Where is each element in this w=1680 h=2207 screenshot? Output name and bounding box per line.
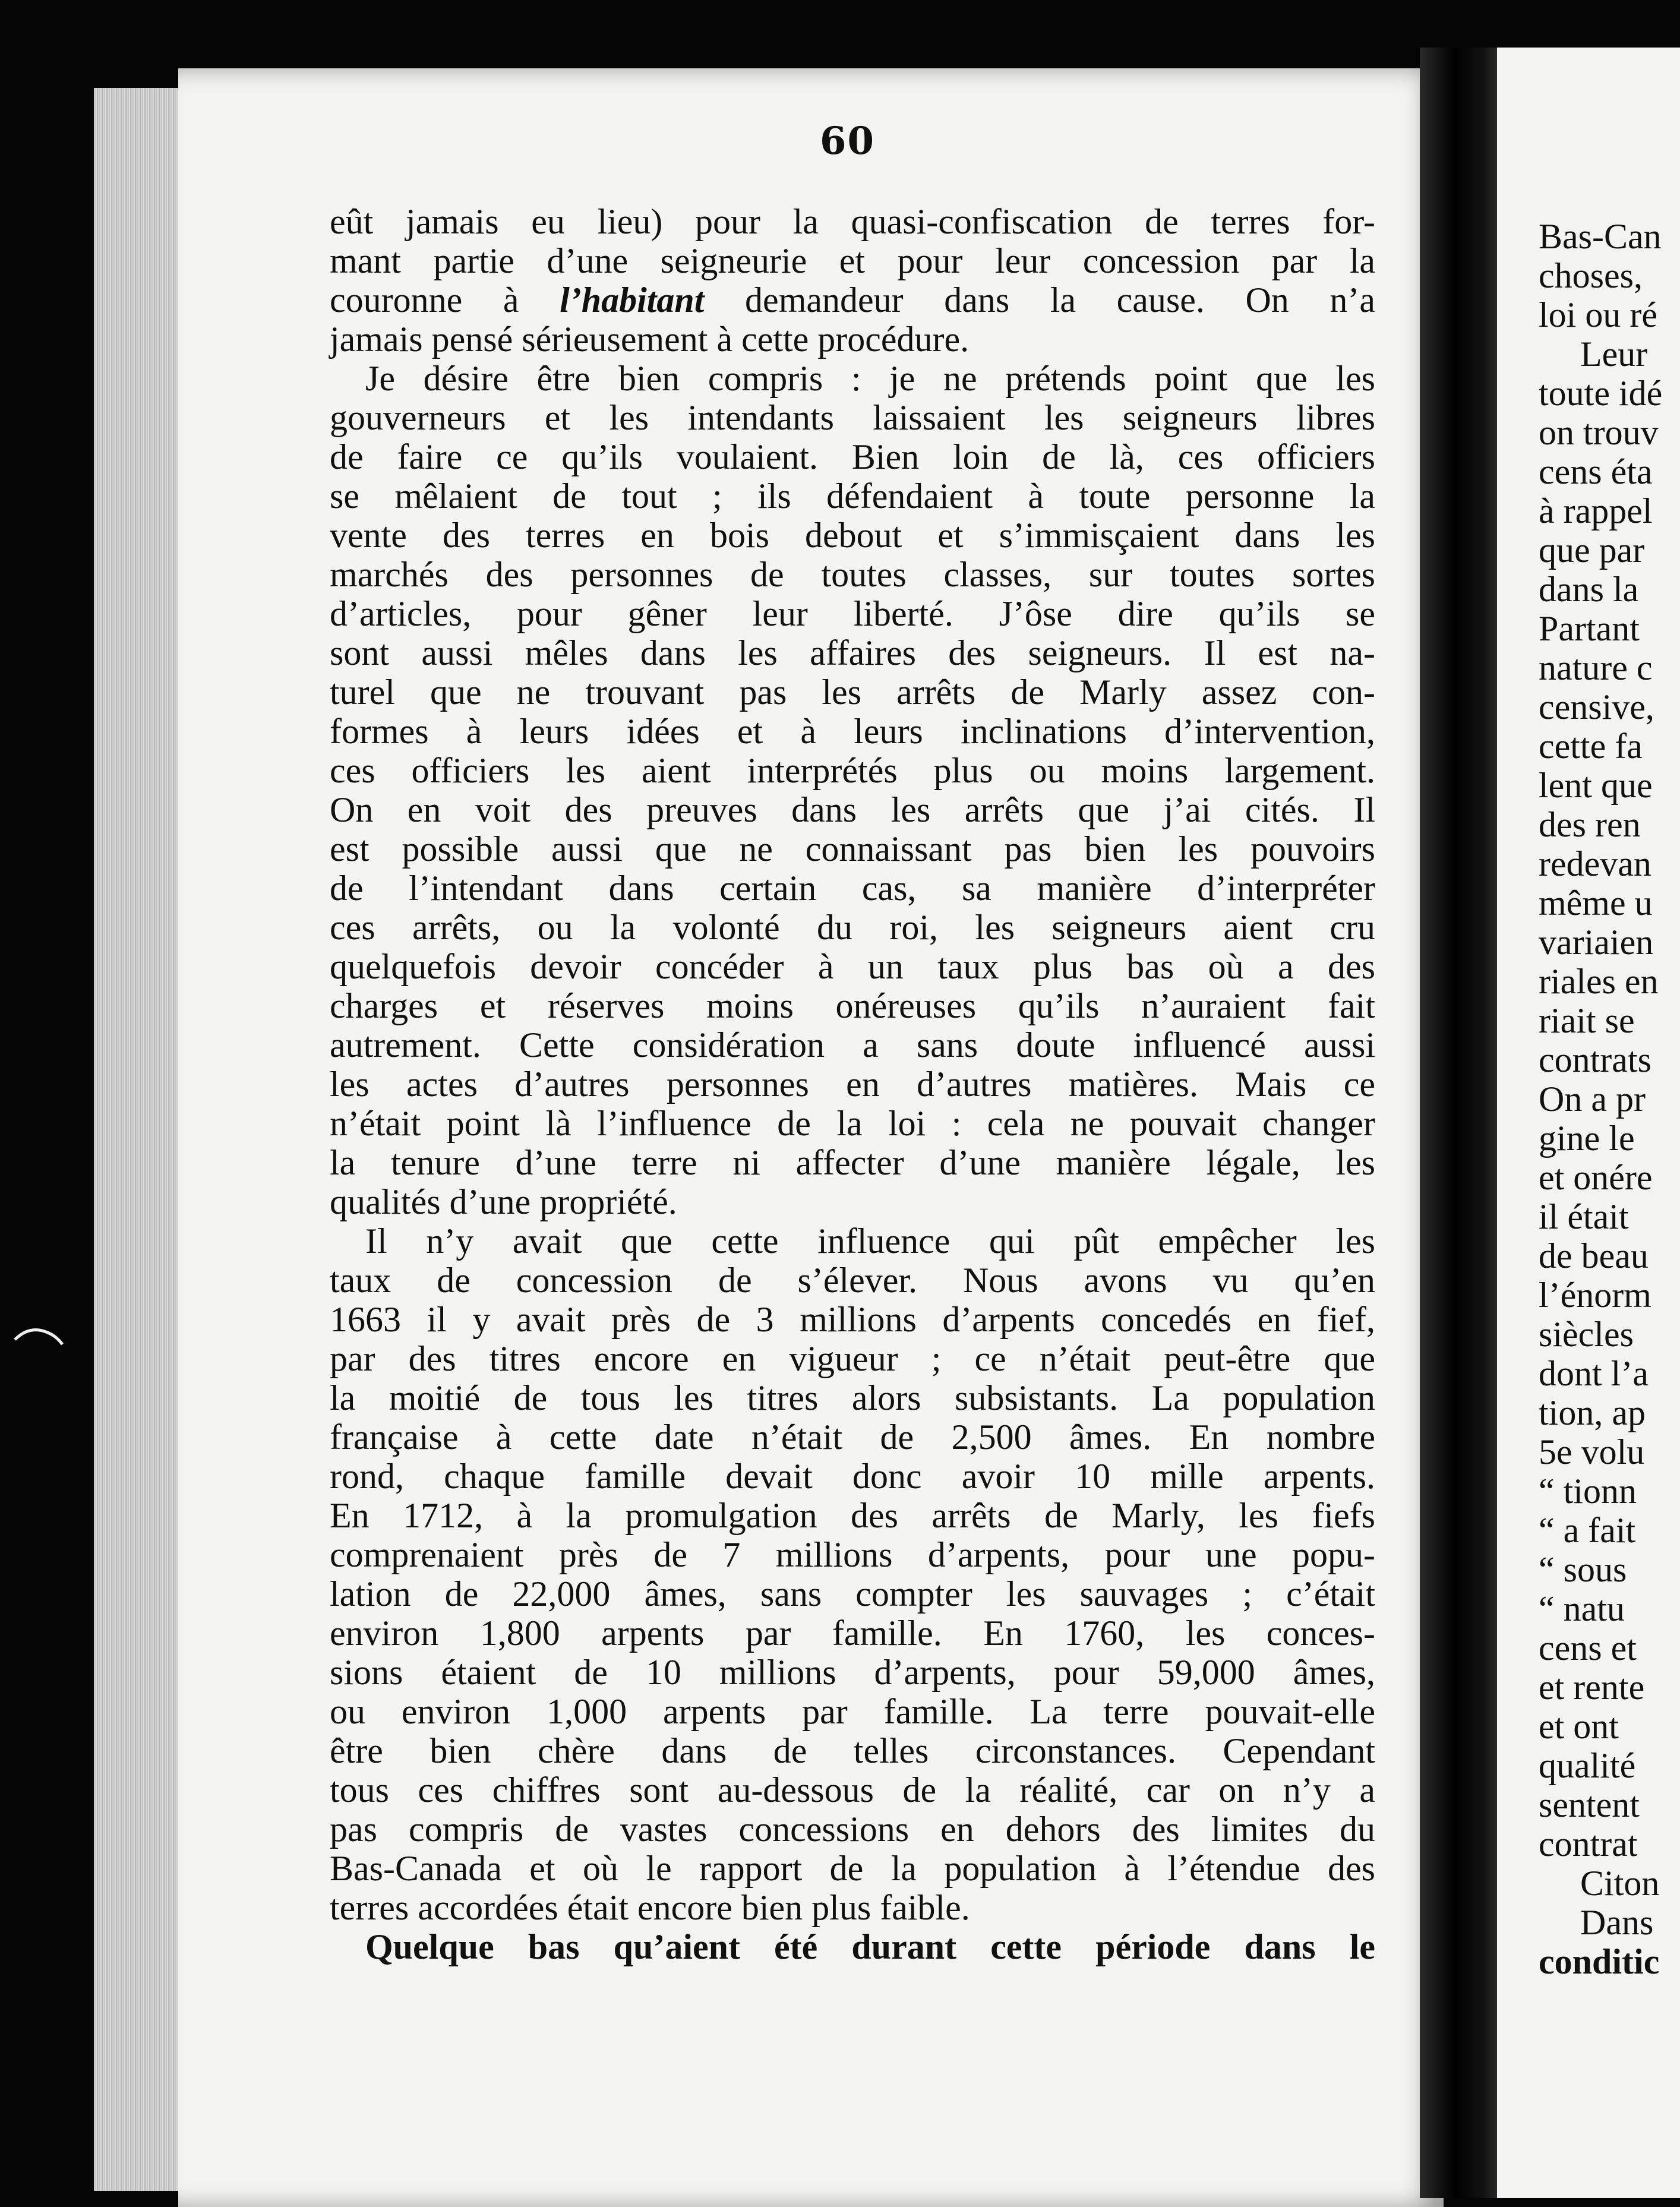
paragraph-start-line: Je désire être bien compris : je ne prétends point que les: [365, 359, 1375, 398]
text-line: En 1712, à la promulgation des arrêts de Marly, les fiefs: [330, 1496, 1375, 1535]
text-line: eût jamais eu lieu) pour la quasi-confiscation de terres for-: [330, 202, 1375, 241]
right-page-line: “ natu: [1539, 1589, 1625, 1628]
text-line: vente des terres en bois debout et s’immisçaient dans les: [330, 516, 1375, 555]
right-page-line: et ont: [1539, 1707, 1619, 1746]
right-page-line: redevan: [1539, 844, 1651, 883]
right-page-line: de beau: [1539, 1236, 1649, 1275]
text-line: pas compris de vastes concessions en dehors des limites du: [330, 1810, 1375, 1849]
text-line: [330, 280, 1375, 320]
text-line: est possible aussi que ne connaissant pas bien les pouvoirs: [330, 829, 1375, 869]
text-line: gouverneurs et les intendants laissaient les seigneurs libres: [330, 398, 1375, 437]
text-line: ces officiers les aient interprétés plus ou moins largement.: [330, 751, 1375, 790]
right-page-line: des ren: [1539, 805, 1641, 844]
right-page-line: 5e volu: [1539, 1432, 1645, 1472]
italic-term: l’habitant: [560, 280, 705, 320]
text-line: tous ces chiffres sont au-dessous de la réalité, car on n’y a: [330, 1770, 1375, 1810]
right-page-line: dont l’a: [1539, 1354, 1649, 1393]
text-line: 1663 il y avait près de 3 millions d’arpents concedés en fief,: [330, 1300, 1375, 1339]
right-page-line: cens et: [1539, 1628, 1637, 1668]
text-line: quelquefois devoir concéder à un taux plus bas où a des: [330, 947, 1375, 986]
right-page-line: “ tionn: [1539, 1472, 1637, 1511]
right-page-line: variaien: [1539, 923, 1654, 962]
right-page-line: tion, ap: [1539, 1393, 1646, 1432]
right-page-line: cens éta: [1539, 452, 1653, 491]
right-page-line: dans la: [1539, 570, 1639, 609]
right-page-line: il était: [1539, 1197, 1629, 1236]
page-edge: [94, 88, 189, 2191]
right-page-line: on trouv: [1539, 413, 1659, 452]
right-page-line: nature c: [1539, 648, 1653, 687]
text-segment: demandeur dans la cause. On n’a: [704, 280, 1376, 320]
text-line: ou environ 1,000 arpents par famille. La terre pouvait-elle: [330, 1692, 1375, 1731]
right-page-line: “ sous: [1539, 1550, 1627, 1589]
text-line: d’articles, pour gêner leur liberté. J’ôse dire qu’ils se: [330, 594, 1375, 633]
text-line: lation de 22,000 âmes, sans compter les sauvages ; c’était: [330, 1574, 1375, 1614]
right-page-line: riait se: [1539, 1001, 1635, 1040]
text-line: se mêlaient de tout ; ils défendaient à toute personne la: [330, 476, 1375, 516]
text-line: la tenure d’une terre ni affecter d’une manière légale, les: [330, 1143, 1375, 1182]
text-line: ces arrêts, ou la volonté du roi, les seigneurs aient cru: [330, 908, 1375, 947]
text-line: de faire ce qu’ils voulaient. Bien loin de là, ces officiers: [330, 437, 1375, 476]
right-page-line: que par: [1539, 531, 1645, 570]
text-line: être bien chère dans de telles circonstances. Cependant: [330, 1731, 1375, 1770]
right-page-line: Bas-Can: [1539, 217, 1662, 256]
right-page-line: conditic: [1539, 1942, 1660, 1981]
paragraph-start-line: Il n’y avait que cette influence qui pût empêcher les: [365, 1221, 1375, 1261]
right-page-line: Citon: [1580, 1864, 1660, 1903]
text-line: formes à leurs idées et à leurs inclinations d’intervention,: [330, 712, 1375, 751]
text-line: turel que ne trouvant pas les arrêts de Marly assez con-: [330, 672, 1375, 712]
right-page-line: sentent: [1539, 1785, 1640, 1824]
text-line: marchés des personnes de toutes classes, sur toutes sortes: [330, 555, 1375, 594]
text-line: sions étaient de 10 millions d’arpents, pour 59,000 âmes,: [330, 1653, 1375, 1692]
right-page-line: loi ou ré: [1539, 295, 1657, 334]
text-line: française à cette date n’était de 2,500 âmes. En nombre: [330, 1417, 1375, 1457]
text-line: Bas-Canada et où le rapport de la population à l’étendue des: [330, 1849, 1375, 1888]
right-page-line: On a pr: [1539, 1079, 1646, 1119]
right-page-line: toute idé: [1539, 374, 1663, 413]
text-line: autrement. Cette considération a sans doute influencé aussi: [330, 1025, 1375, 1065]
right-page-line: siècles: [1539, 1315, 1634, 1354]
right-page-line: lent que: [1539, 766, 1653, 805]
text-line: charges et réserves moins onéreuses qu’ils n’auraient fait: [330, 986, 1375, 1025]
right-page-line: à rappel: [1539, 491, 1653, 531]
text-line: les actes d’autres personnes en d’autres matières. Mais ce: [330, 1065, 1375, 1104]
left-page-text: [330, 202, 1375, 1966]
scan-speck: [12, 1322, 65, 1346]
right-page-line: censive,: [1539, 687, 1654, 727]
right-page-line: gine le: [1539, 1119, 1635, 1158]
text-line: par des titres encore en vigueur ; ce n’était peut-être que: [330, 1339, 1375, 1378]
text-line: taux de concession de s’élever. Nous avons vu qu’en: [330, 1261, 1375, 1300]
right-page-line: l’énorm: [1539, 1275, 1651, 1315]
right-page-line: et onére: [1539, 1158, 1653, 1197]
text-line: comprenaient près de 7 millions d’arpents, pour une popu-: [330, 1535, 1375, 1574]
right-page-line: Partant: [1539, 609, 1640, 648]
text-line: rond, chaque famille devait donc avoir 10 mille arpents.: [330, 1457, 1375, 1496]
text-line: terres accordées était encore bien plus faible.: [330, 1888, 970, 1927]
right-page-line: qualité: [1539, 1746, 1636, 1785]
right-page-line: cette fa: [1539, 727, 1643, 766]
right-page-line: et rente: [1539, 1668, 1645, 1707]
book-gutter: [1420, 48, 1509, 2198]
page-number: 60: [820, 119, 876, 163]
right-page-line: même u: [1539, 883, 1653, 923]
right-page-line: contrat: [1539, 1824, 1638, 1864]
right-page-line: riales en: [1539, 962, 1659, 1001]
text-line: jamais pensé sérieusement à cette procédure.: [330, 320, 970, 359]
text-line: n’était point là l’influence de la loi : cela ne pouvait changer: [330, 1104, 1375, 1143]
text-line: environ 1,800 arpents par famille. En 1760, les conces-: [330, 1614, 1375, 1653]
text-segment: couronne à: [330, 280, 560, 320]
right-page-line: contrats: [1539, 1040, 1651, 1079]
right-page-line: “ a fait: [1539, 1511, 1636, 1550]
right-page-text: [1539, 217, 1680, 1981]
right-page-line: choses,: [1539, 256, 1643, 295]
right-page-line: Leur: [1580, 334, 1648, 374]
text-line: mant partie d’une seigneurie et pour leur concession par la: [330, 241, 1375, 280]
right-page-line: Dans: [1580, 1903, 1654, 1942]
text-line: de l’intendant dans certain cas, sa manière d’interpréter: [330, 869, 1375, 908]
text-line: sont aussi mêles dans les affaires des seigneurs. Il est na-: [330, 633, 1375, 672]
paragraph-start-line: Quelque bas qu’aient été durant cette période dans le: [365, 1927, 1375, 1966]
text-line: qualités d’une propriété.: [330, 1182, 677, 1221]
text-line: la moitié de tous les titres alors subsistants. La population: [330, 1378, 1375, 1417]
text-line: On en voit des preuves dans les arrêts que j’ai cités. Il: [330, 790, 1375, 829]
